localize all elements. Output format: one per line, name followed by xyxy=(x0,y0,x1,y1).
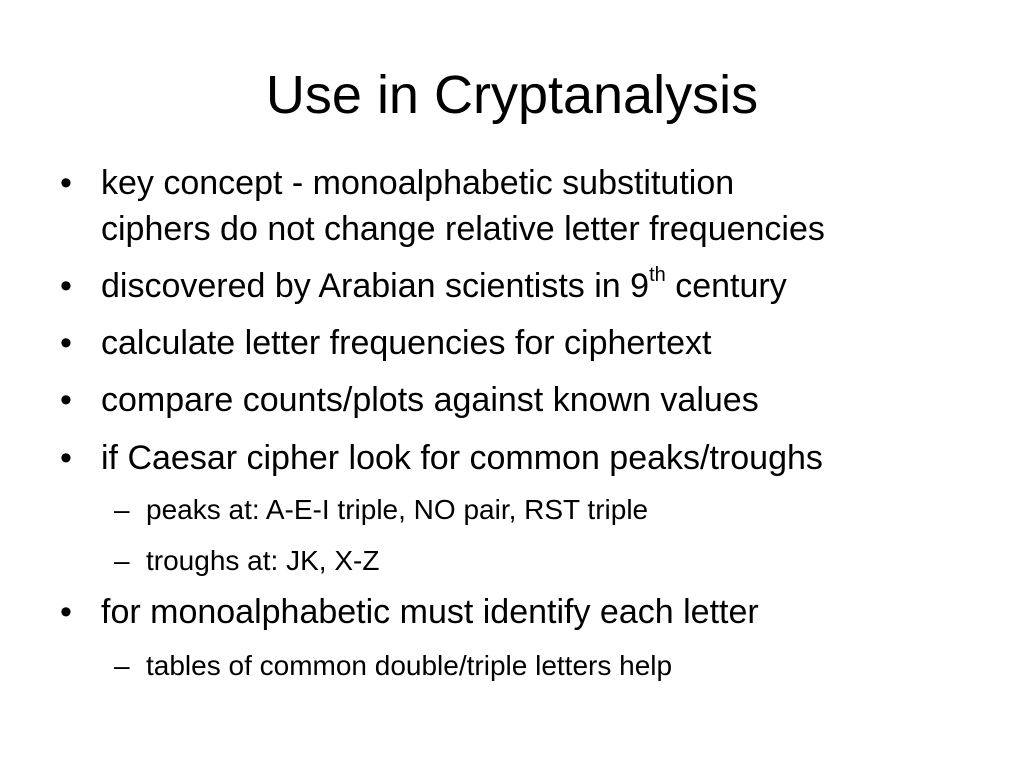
bullet-text: calculate letter frequencies for ciphertext xyxy=(101,324,712,362)
sub-bullet-text: tables of common double/triple letters help xyxy=(146,650,673,681)
sub-bullet-text: peaks at: A-E-I triple, NO pair, RST triple xyxy=(146,494,649,525)
bullet-text: if Caesar cipher look for common peaks/troughs xyxy=(101,439,823,477)
bullet-marker: • xyxy=(60,267,72,305)
slide-title: Use in Cryptanalysis xyxy=(265,65,759,125)
bullet-text: compare counts/plots against known values xyxy=(101,381,759,419)
bullet-text xyxy=(101,263,1001,309)
sub-bullet-marker: – xyxy=(114,545,130,576)
bullet-marker: • xyxy=(60,381,72,419)
sub-bullet-marker: – xyxy=(114,650,130,681)
bullet-marker: • xyxy=(60,164,72,202)
bullet-text-line: ciphers do not change relative letter frequencies xyxy=(101,210,825,248)
sub-bullet-marker: – xyxy=(114,494,130,525)
superscript: th xyxy=(649,263,666,286)
bullet-text xyxy=(101,160,1001,252)
bullet-text: for monoalphabetic must identify each letter xyxy=(101,593,759,631)
bullet-marker: • xyxy=(60,593,72,631)
bullet-marker: • xyxy=(60,439,72,477)
bullet-text-line: key concept - monoalphabetic substitution xyxy=(101,164,735,202)
bullet-text-tail: century xyxy=(665,267,787,305)
bullet-marker: • xyxy=(60,324,72,362)
bullet-text-main: discovered by Arabian scientists in 9 xyxy=(101,267,650,305)
sub-bullet-text: troughs at: JK, X-Z xyxy=(146,545,380,576)
